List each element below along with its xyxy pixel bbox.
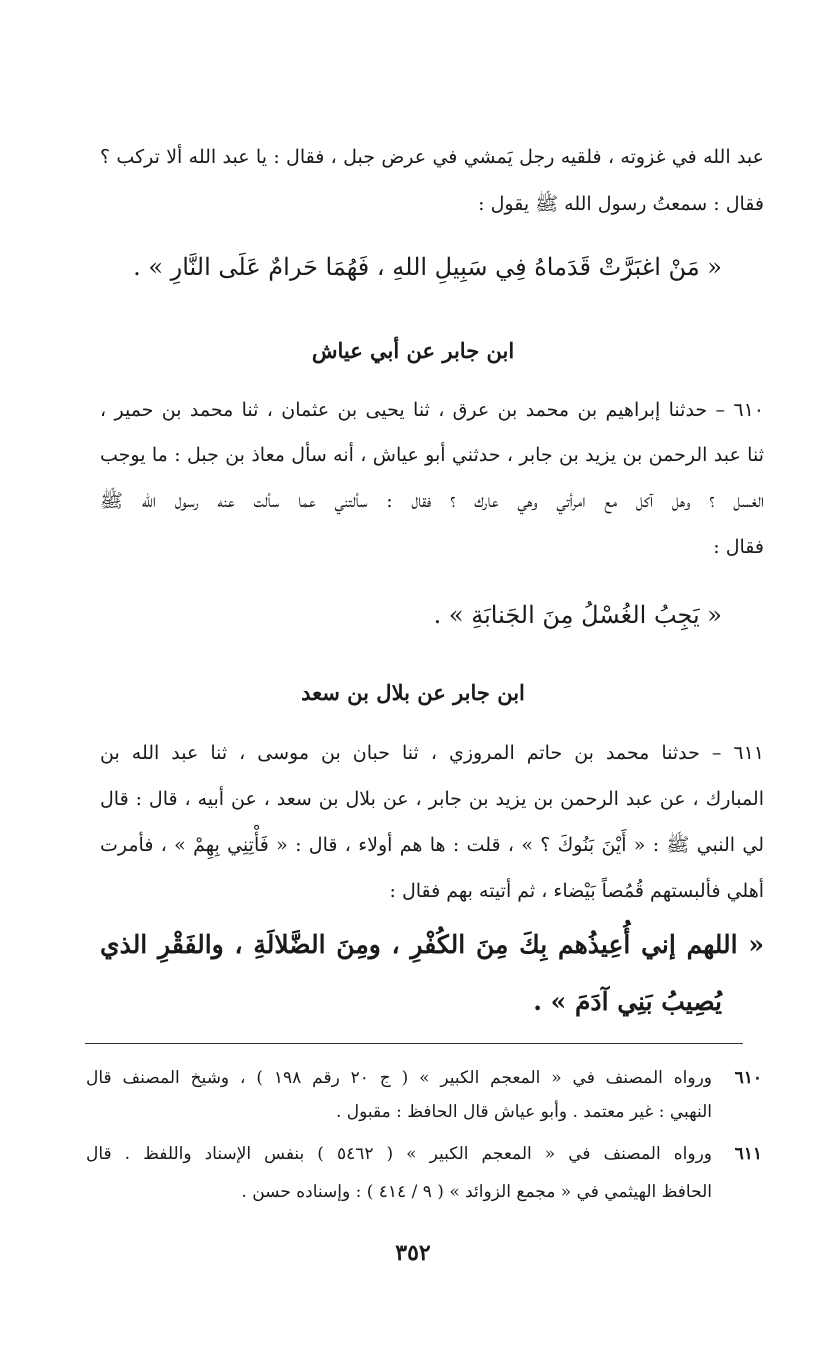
page-number: ٣٥٢: [395, 1240, 431, 1266]
footnote-number: ٦١١: [734, 1144, 762, 1164]
footnote-611: [82, 1140, 762, 1168]
body-line: الغسل ؟ وهل آكل مع امرأتي وهي عارك ؟ فقال : سألتني عما سألت عنه رسول الله ﷺ: [100, 490, 764, 512]
section-heading: ابن جابر عن أبي عياش: [311, 338, 515, 363]
footnote-number: ٦١٠: [734, 1068, 762, 1088]
hadith-quote: « اللهم إني أُعِيذُهم بِكَ مِنَ الكُفْرِ ، ومِنَ الضَّلالَةِ ، والفَقْرِ الذي: [100, 930, 764, 959]
body-line: فقال : سمعتُ رسول الله ﷺ يقول :: [478, 193, 764, 215]
body-line: المبارك ، عن عبد الرحمن بن يزيد بن جابر ، عن بلال بن سعد ، عن أبيه ، قال : قال: [100, 788, 764, 810]
body-line: ٦١١ – حدثنا محمد بن حاتم المروزي ، ثنا حبان بن موسى ، ثنا عبد الله بن: [100, 742, 764, 764]
hadith-quote: يُصِيبُ بَنِي آدَمَ » .: [533, 987, 722, 1016]
hadith-quote: « مَنْ اغبَرَّتْ قَدَماهُ فِي سَبِيلِ اللهِ ، فَهُمَا حَرامٌ عَلَى النَّارِ » .: [133, 253, 722, 281]
footnote-divider: [85, 1043, 743, 1044]
body-line: ثنا عبد الرحمن بن يزيد بن جابر ، حدثني أبو عياش ، أنه سأل معاذ بن جبل : ما يوجب: [100, 444, 764, 466]
hadith-quote: « يَجِبُ الغُسْلُ مِنَ الجَنابَةِ » .: [433, 601, 722, 629]
body-line: ٦١٠ – حدثنا إبراهيم بن محمد بن عرق ، ثنا يحيى بن عثمان ، ثنا محمد بن حمير ،: [100, 399, 764, 421]
footnote-text: ورواه المصنف في « المعجم الكبير » ( ج ٢٠ رقم ١٩٨ ) ، وشيخ المصنف قال: [86, 1068, 712, 1088]
section-heading: ابن جابر عن بلال بن سعد: [301, 680, 525, 705]
body-line: عبد الله في غزوته ، فلقيه رجل يَمشي في عرض جبل ، فقال : يا عبد الله ألا تركب ؟: [100, 146, 765, 168]
body-line: لي النبي ﷺ : « أَيْنَ بَنُوكَ ؟ » ، قلت : ها هم أولاء ، قال : « فَأْتِنِي بِهِمْ » ، فأمرت: [100, 834, 764, 856]
footnote-text: النهبي : غير معتمد . وأبو عياش قال الحافظ : مقبول .: [335, 1102, 712, 1122]
footnote-text: الحافظ الهيثمي في « مجمع الزوائد » ( ٩ / ٤١٤ ) : وإسناده حسن .: [241, 1182, 712, 1202]
footnote-text: ورواه المصنف في « المعجم الكبير » ( ٥٤٦٢ ) بنفس الإسناد واللفظ . قال: [86, 1144, 712, 1164]
body-line: أهلي فألبستهم قُمُصاً بَيْضاء ، ثم أتيته بهم فقال :: [389, 880, 764, 902]
body-line: فقال :: [713, 536, 764, 558]
footnote-610: [82, 1064, 762, 1092]
